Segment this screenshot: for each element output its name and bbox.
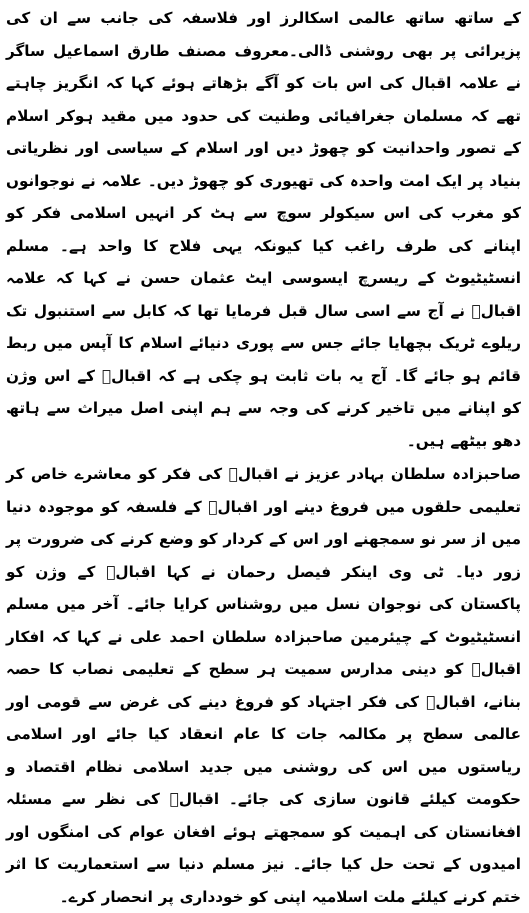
article-paragraph-2: صاحبزادہ سلطان بہادر عزیز نے اقبالؒ کی فکر کو معاشرے خاص کر تعلیمی حلقوں میں فروغ دینے اور اقبالؒ کے فلسفہ کو موجودہ دنیا میں از سر نو سمجھنے اور اس کے کردار کو وضع کرنے کی ضرورت پر زور دیا۔ ٹی وی اینکر فیصل رحمان نے کہا اقبالؒ کے وژن کو پاکستان کی نوجوان نسل میں روشناس کرایا جائے۔ آخر میں مسلم انسٹیٹیوٹ کے چیئرمین صاحبزادہ سلطان احمد علی نے کہا کہ افکار اقبالؒ کو دینی مدارس سمیت ہر سطح کے تعلیمی نصاب کا حصہ بنانے، اقبالؒ کی فکر اجتہاد کو فروغ دینے کی غرض سے قومی اور عالمی سطح پر مکالمہ جات کا عام انعقاد کیا جائے اور اسلامی ریاستوں میں اس کی روشنی میں جدید اسلامی نظام اقتصاد و حکومت کیلئے قانون سازی کی جائے۔ اقبالؒ کی نظر سے مسئلہ افغانستان کی اہمیت کو سمجھتے ہوئے افغان عوام کی امنگوں اور امیدوں کے تحت حل کیا جائے۔ نیز مسلم دنیا سے استعماریت کا اثر ختم کرنے کیلئے ملت اسلامیہ اپنی کو خودداری پر انحصار کرے۔ — [6, 465, 521, 906]
article-paragraph-1: کے ساتھ ساتھ عالمی اسکالرز اور فلاسفہ کی جانب سے ان کی پزیرائی پر بھی روشنی ڈالی۔معروف مصنف طارق اسماعیل ساگر نے علامہ اقبال کی اس بات کو آگے بڑھاتے ہوئے کہا کہ انگریز چاہتے تھے کہ مسلمان جغرافیائی وطنیت کی حدود میں مقید ہوکر اسلام کے تصور واحدانیت کو چھوڑ دیں اور اسلام کے سیاسی اور نظریاتی بنیاد پر ایک امت واحدہ کی تھیوری کو چھوڑ دیں۔ علامہ نے نوجوانوں کو مغرب کی اس سیکولر سوچ سے ہٹ کر انہیں اسلامی فکر کو اپنانے کی طرف راغب کیا کیونکہ یہی فلاح کا واحد ہے۔ مسلم انسٹیٹیوٹ کے ریسرچ ایسوسی ایٹ عثمان حسن نے کہا کہ علامہ اقبالؒ نے آج سے اسی سال قبل فرمایا تھا کہ کابل سے استنبول تک ریلوے ٹریک بچھایا جائے جس سے پوری دنیائے اسلام کا آپس میں ربط قائم ہو جائے گا۔ آج یہ بات ثابت ہو چکی ہے کہ اقبالؒ کے اس وژن کو اپنانے میں تاخیر کرنے کی وجہ سے ہم اپنی اصل میراث سے ہاتھ دھو بیٹھے ہیں۔ — [6, 9, 521, 450]
